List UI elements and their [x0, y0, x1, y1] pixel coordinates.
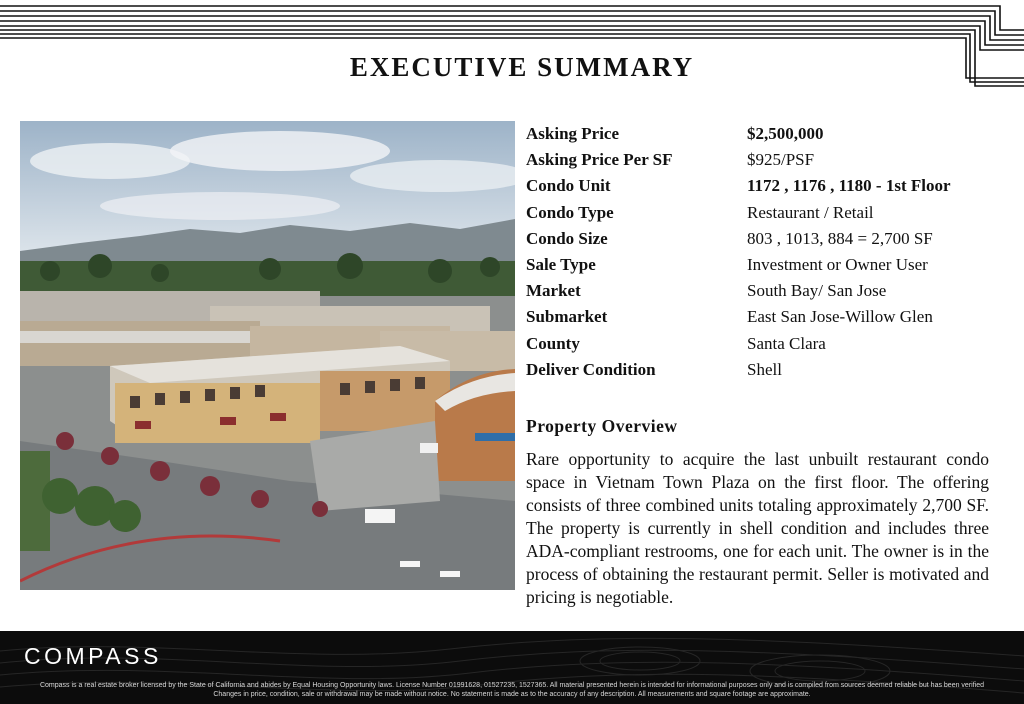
fact-value: 803 , 1013, 884 = 2,700 SF	[747, 228, 933, 248]
legal-disclaimer	[8, 681, 1016, 699]
fact-row	[526, 121, 1006, 147]
disclaimer-line: Compass is a real estate broker licensed by the State of California and abides by Equal Housing Opportunity laws. License Number 01991628, 01527235, 1527365. All material presented herein is intended for informational purposes only and is compiled from sources deemed reliable but has been verified	[39, 682, 984, 689]
fact-value: $2,500,000	[747, 124, 824, 144]
fact-value: $925/PSF	[747, 150, 815, 170]
fact-row	[526, 304, 1006, 330]
disclaimer-line: Changes in price, condition, sale or withdrawal may be made without notice. No statement is made as to the accuracy of any description. All measurements and square footage are approximate.	[213, 691, 811, 698]
overview-text: Rare opportunity to acquire the last unbuilt restaurant condo space in Vietnam Town Plaza on the first floor. The offering consists of three combined units totaling approximately 2,700 SF. The property is currently in shell condition and includes three ADA-compliant restrooms, one for each unit. The owner is in the process of obtaining the restaurant permit. Seller is motivated and pricing is negotiable.	[526, 449, 989, 607]
fact-label: Condo Type	[526, 202, 614, 222]
fact-value: East San Jose-Willow Glen	[747, 307, 933, 327]
fact-label: Asking Price Per SF	[526, 150, 673, 170]
fact-row	[526, 226, 1006, 252]
fact-value: Restaurant / Retail	[747, 202, 874, 222]
fact-value: Shell	[747, 359, 782, 379]
fact-label: Market	[526, 281, 581, 301]
fact-value: Santa Clara	[747, 333, 826, 353]
property-facts	[526, 121, 1006, 383]
aerial-photo-icon	[20, 121, 515, 590]
fact-value: Investment or Owner User	[747, 255, 928, 275]
fact-row	[526, 357, 1006, 383]
property-photo	[20, 121, 515, 590]
fact-label: Deliver Condition	[526, 359, 656, 379]
fact-row	[526, 200, 1006, 226]
fact-value: South Bay/ San Jose	[747, 281, 887, 301]
fact-row	[526, 278, 1006, 304]
fact-label: Asking Price	[526, 124, 620, 144]
fact-label: Condo Unit	[526, 176, 611, 196]
fact-row	[526, 147, 1006, 173]
fact-label: Submarket	[526, 307, 608, 327]
fact-row	[526, 252, 1006, 278]
compass-logo: COMPASS	[24, 643, 162, 669]
fact-value: 1172 , 1176 , 1180 - 1st Floor	[747, 176, 951, 196]
fact-row	[526, 331, 1006, 357]
fact-label: Condo Size	[526, 228, 608, 248]
page-title: EXECUTIVE SUMMARY	[349, 52, 695, 82]
overview-heading: Property Overview	[526, 416, 678, 436]
footer	[0, 631, 1024, 704]
fact-label: Sale Type	[526, 255, 596, 275]
fact-label: County	[526, 333, 580, 353]
fact-row	[526, 173, 1006, 199]
